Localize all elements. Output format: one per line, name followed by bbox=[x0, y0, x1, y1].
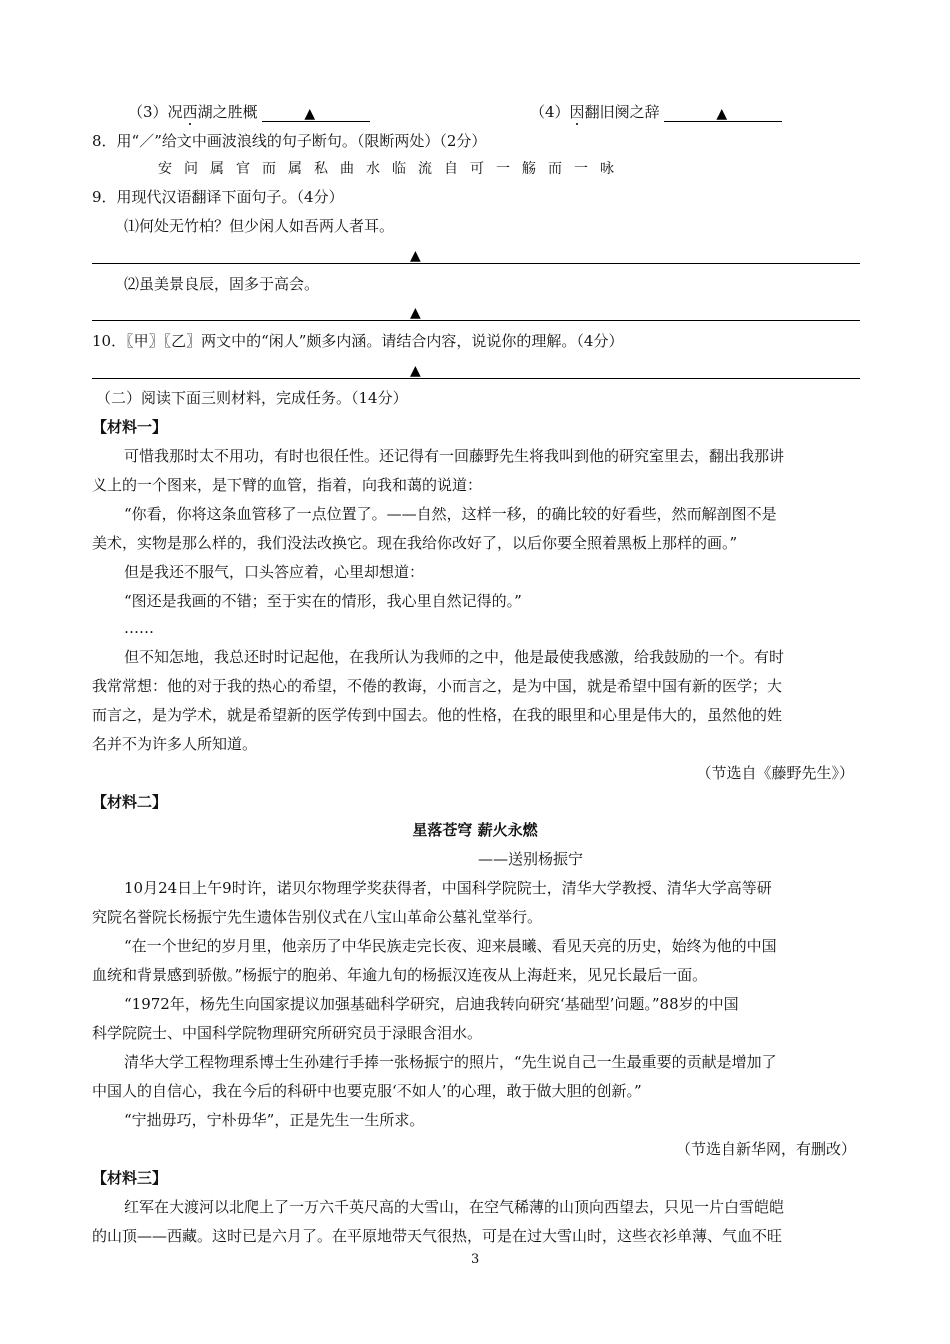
m3-line-2: 的山顶——西藏。这时已是六月了。在平原地带天气很热，可是在过大雪山时，这些衣衫单薄、气血不旺 bbox=[92, 1227, 783, 1245]
m2-line-8: 中国人的自信心，我在今后的科研中也要克服‘不如人’的心理，敢于做大胆的创新。” bbox=[92, 1082, 642, 1100]
m1-line-10: 而言之，是为学术，就是希望新的医学传到中国去。他的性格，在我的眼里和心里是伟大的，虽然他的姓 bbox=[92, 706, 783, 724]
m2-line-6: 科学院院士、中国科学院物理研究所研究员于渌眼含泪水。 bbox=[92, 1024, 483, 1042]
section2-heading: （二）阅读下面三则材料，完成任务。（14分） bbox=[96, 389, 408, 407]
q9-answer-line-1[interactable] bbox=[92, 263, 860, 264]
m2-title: 星落苍穹 薪火永燃 bbox=[412, 821, 538, 839]
q7-item4-suffix: 翻旧阕之辞 bbox=[584, 103, 660, 121]
m2-line-5: “1972年，杨先生向国家提议加强基础科学研究，启迪我转向研究‘基础型’问题。”88岁的中国 bbox=[124, 995, 739, 1013]
q7-item3 bbox=[128, 102, 370, 122]
m1-line-5: 但是我还不服气，口头答应着，心里却想道： bbox=[124, 563, 425, 581]
m1-line-8: 但不知怎地，我总还时时记起他，在我所认为我师的之中，他是最使我感激，给我鼓励的一个。有时 bbox=[124, 648, 785, 666]
m2-line-4: 血统和背景感到骄傲。”杨振宁的胞弟、年逾九旬的杨振汉连夜从上海赶来，见兄长最后一面。 bbox=[92, 966, 708, 984]
m1-line-11: 名并不为许多人所知道。 bbox=[92, 735, 258, 753]
m1-source: （节选自《藤野先生》） bbox=[696, 764, 854, 782]
m3-line-1: 红军在大渡河以北爬上了一万六千英尺高的大雪山，在空气稀薄的山顶向西望去，只见一片白雪皑皑 bbox=[124, 1198, 785, 1216]
q9-answer-line-2[interactable] bbox=[92, 320, 860, 321]
q10-answer-line[interactable] bbox=[92, 378, 860, 379]
q10-prompt: 10．〖甲〗〖乙〗两文中的“闲人”颇多内涵。请结合内容，说说你的理解。（4分） bbox=[92, 332, 624, 350]
answer-marker-icon: ▲ bbox=[410, 248, 421, 264]
m2-label: 【材料二】 bbox=[92, 793, 168, 811]
page-number: 3 bbox=[471, 1252, 480, 1267]
m3-label: 【材料三】 bbox=[92, 1169, 168, 1187]
m1-line-3: “你看，你将这条血管移了一点位置了。——自然，这样一移，的确比较的好看些，然而解剖图不是 bbox=[124, 505, 777, 523]
answer-marker-icon: ▲ bbox=[410, 305, 421, 321]
q7-item4-answer-blank[interactable] bbox=[664, 105, 782, 122]
q7-item4 bbox=[530, 102, 782, 122]
q9-sentence-2: ⑵虽美景良辰，固多于高会。 bbox=[124, 275, 320, 293]
m1-line-4: 美术，实物是那么样的，我们没法改换它。现在我给你改好了，以后你要全照着黑板上那样的画。” bbox=[92, 534, 738, 552]
answer-marker-icon: ▲ bbox=[304, 106, 316, 122]
q8-sentence: 安问属官而属私曲水临流自可一觞而一咏 bbox=[158, 161, 626, 177]
answer-marker-icon: ▲ bbox=[410, 363, 421, 379]
m1-line-6: “图还是我画的不错；至于实在的情形，我心里自然记得的。” bbox=[124, 592, 522, 610]
m2-line-2: 究院名誉院长杨振宁先生遗体告别仪式在八宝山革命公墓礼堂举行。 bbox=[92, 908, 543, 926]
m2-line-7: 清华大学工程物理系博士生孙建行手捧一张杨振宁的照片，“先生说自己一生最重要的贡献是增加了 bbox=[124, 1053, 777, 1071]
q7-item4-dotted-char: 因 bbox=[569, 103, 585, 121]
m1-ellipsis: …… bbox=[124, 619, 154, 637]
answer-marker-icon: ▲ bbox=[716, 106, 728, 122]
q7-item3-dotted-char: 西 bbox=[182, 103, 198, 121]
m2-source: （节选自新华网，有删改） bbox=[675, 1140, 856, 1158]
q7-item3-prefix: （3）况 bbox=[128, 103, 183, 121]
m1-line-9: 我常常想：他的对于我的热心的希望，不倦的教诲，小而言之，是为中国，就是希望中国有新的医学；大 bbox=[92, 677, 783, 695]
q8-prompt: 8．用“／”给文中画波浪线的句子断句。（限断两处）（2分） bbox=[92, 132, 487, 150]
m2-subtitle: ——送别杨振宁 bbox=[478, 850, 584, 868]
q9-sentence-1: ⑴何处无竹柏？但少闲人如吾两人者耳。 bbox=[124, 217, 395, 235]
q7-item4-prefix: （4） bbox=[530, 103, 570, 121]
q7-item3-answer-blank[interactable] bbox=[262, 105, 370, 122]
m2-line-9: “宁拙毋巧，宁朴毋华”，正是先生一生所求。 bbox=[124, 1111, 425, 1129]
m1-label: 【材料一】 bbox=[92, 418, 168, 436]
m1-line-1: 可惜我那时太不用功，有时也很任性。还记得有一回藤野先生将我叫到他的研究室里去，翻出我那讲 bbox=[124, 447, 785, 465]
m1-line-2: 义上的一个图来，是下臂的血管，指着，向我和蔼的说道： bbox=[92, 476, 483, 494]
m2-line-1: 10月24日上午9时许，诺贝尔物理学奖获得者，中国科学院院士，清华大学教授、清华大学高等研 bbox=[124, 879, 772, 897]
q9-prompt: 9．用现代汉语翻译下面句子。（4分） bbox=[92, 188, 344, 206]
q7-item3-suffix: 湖之胜概 bbox=[197, 103, 258, 121]
m2-line-3: “在一个世纪的岁月里，他亲历了中华民族走完长夜、迎来晨曦、看见天亮的历史，始终为他的中国 bbox=[124, 937, 777, 955]
